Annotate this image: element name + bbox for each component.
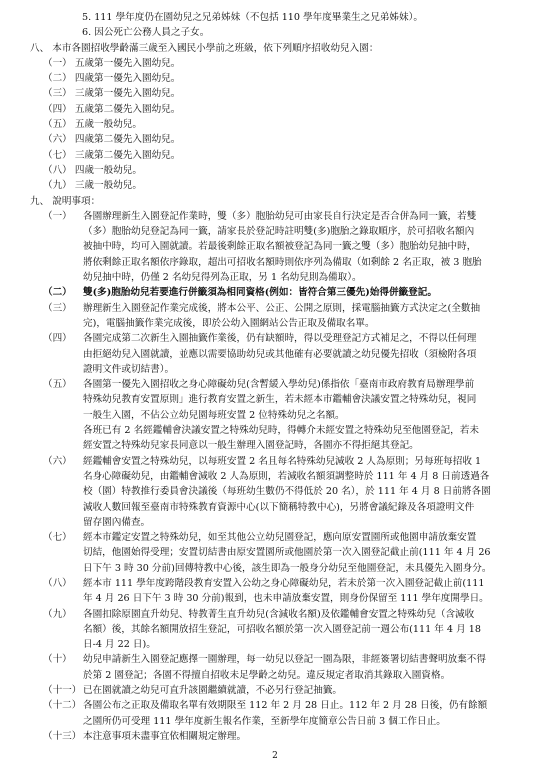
- list-item: （五） 五歲一般幼兒。: [43, 119, 142, 131]
- note-line: 校（園）特教推行委員會決議後（每班幼生數仍不得低於 20 名），於 111 年 4 月 8 日前將各園: [83, 486, 491, 498]
- note-number: （十一）: [43, 685, 82, 697]
- note-line: 完)，電腦抽籤作業完成後，即於公幼入園網站公告正取及備取名單。: [83, 317, 375, 329]
- note-text: [83, 530, 506, 576]
- note-line: 日-4 月 22 日)。: [83, 639, 156, 651]
- note-item: [30, 331, 506, 377]
- note-item: [30, 652, 506, 683]
- note-line: 各園辦理新生入園登記作業時，雙（多）胞胎幼兒可由家長自行決定是否合併為同一籤，若雙: [83, 210, 477, 222]
- note-item: [30, 285, 506, 300]
- note-item: [30, 607, 506, 653]
- note-number: （二）: [43, 287, 72, 299]
- note-line: 各園完成第二次新生入園抽籤作業後，仍有缺額時，得以受理登記方式補足之，不得以任何理: [83, 333, 477, 345]
- note-line: 本注意事項未盡事宜依相關規定辦理。: [83, 730, 247, 742]
- section-heading: 八、 本市各園招收學齡滿三歲至入國民小學前之班級，依下列順序招收幼兒入園：: [30, 42, 379, 54]
- section-heading: 九、 說明事項：: [30, 195, 101, 207]
- list-item: （三） 三歲第一優先入園幼兒。: [43, 88, 181, 100]
- note-text: [83, 285, 506, 300]
- list-item: （七） 三歲第二優先入園幼兒。: [43, 149, 181, 161]
- note-line: 幼兒申請新生入園登記應擇一園辦理，每一幼兒以登記一園為限，非經簽署切結書聲明放棄不得: [83, 654, 486, 666]
- note-line: 經安置之特殊幼兒家長同意以一般生辦理入園登記時，各園亦不得拒絕其登記。: [83, 440, 419, 452]
- note-line: 減收人數回報至臺南市特殊教育資源中心(以下簡稱特教中心)，另將會議紀錄及各項證明文件: [83, 501, 475, 513]
- note-number: （十三）: [43, 730, 82, 742]
- note-item: [30, 209, 506, 285]
- note-line: 經本市鑑定安置之特殊幼兒，如至其他公立幼兒園登記，應向原安置園所或他園申請放棄安置: [83, 532, 477, 544]
- list-item: （八） 四歲一般幼兒。: [43, 164, 142, 176]
- note-item: [30, 683, 506, 698]
- note-line: 由拒絕幼兒入園就讀，並應以需要協助幼兒或其他確有必要就讀之幼兒優先招收（須檢附各項: [83, 348, 477, 360]
- note-line: 辦理新生入園登記作業完成後，將本公平、公正、公開之原則，採電腦抽籤方式決定之(全數抽: [83, 302, 481, 314]
- note-number: （六）: [43, 455, 72, 467]
- page-number: 2: [272, 751, 278, 761]
- list-item: （六） 四歲第二優先入園幼兒。: [43, 134, 181, 146]
- note-text: [83, 377, 506, 453]
- note-line: 經鑑輔會安置之特殊幼兒，以每班安置 2 名且每名特殊幼兒減收 2 人為原則；另每班每招收 1: [83, 455, 482, 467]
- note-text: [83, 607, 506, 653]
- note-text: [83, 683, 506, 698]
- note-line: 特殊幼兒教育安置原則」進行教育安置之新生，若未經本市鑑輔會決議安置之特殊幼兒，視同: [83, 394, 477, 406]
- note-item: [30, 729, 506, 744]
- section-8: [30, 41, 506, 194]
- note-line: 各園扣除原園直升幼兒、特教菁生直升幼兒(含減收名額)及依鑑輔會安置之特殊幼兒（含減收: [83, 608, 475, 620]
- note-text: [83, 652, 506, 683]
- note-item: [30, 576, 506, 607]
- note-line: 一般生入園，不佔公立幼兒園每班安置 2 位特殊幼兒之名額。: [83, 409, 345, 421]
- list-item: （二） 四歲第一優先入園幼兒。: [43, 73, 181, 85]
- list-item: （四） 五歲第二優先入園幼兒。: [43, 103, 181, 115]
- note-item: [30, 698, 506, 729]
- note-number: （十二）: [43, 700, 82, 712]
- list-item: （一） 五歲第一優先入園幼兒。: [43, 57, 181, 69]
- note-line: 切結，他園始得受理；安置切結書由原安置園所或他園於第一次入園登記截止前(111 年 4 月 26: [83, 547, 491, 559]
- note-text: [83, 301, 506, 332]
- note-text: [83, 729, 506, 744]
- note-number: （三）: [43, 302, 72, 314]
- note-number: （八）: [43, 577, 72, 589]
- note-line: 於第 2 園登記；各園不得擅自招收未足學齡之幼兒。違反規定者取消其錄取入園資格。: [83, 669, 451, 681]
- note-line: 名額）後，其餘名額開放招生登記，可招收名額於第一次入園登記前一週公布(111 年 4 月 18: [83, 623, 481, 635]
- note-item: [30, 530, 506, 576]
- note-line: 各園公布之正取及備取名單有效期限至 112 年 2 月 28 日止。112 年 2 月 28 日後，仍有餘額: [83, 700, 488, 712]
- note-item: [30, 377, 506, 453]
- note-line: 名身心障礙幼兒，由鑑輔會減收 2 人為原則，若減收名額須調整時於 111 年 4 月 8 日前透過各: [83, 470, 490, 482]
- note-line: 年 4 月 26 日下午 3 時 30 分前)報到，也未申請放棄安置，則身份保留至 111 學年度開學日。: [83, 593, 489, 605]
- list-item: （九） 三歲一般幼兒。: [43, 180, 142, 192]
- note-text: [83, 454, 506, 530]
- note-line: 經本市 111 學年度跨階段教育安置入公幼之身心障礙幼兒，若未於第一次入園登記截止前(111: [83, 577, 485, 589]
- note-line: 留存園內備查。: [83, 516, 151, 528]
- note-line: 幼兒抽中時，仍僅 2 名幼兒得列為正取，另 1 名幼兒則為備取）。: [83, 272, 362, 284]
- note-line: 日下午 3 時 30 分前)回傳特教中心後，該生即為一般身分幼兒至他園登記，未具優先入園身分。: [83, 562, 492, 574]
- note-number: （一）: [43, 210, 72, 222]
- note-line: 已在園就讀之幼兒可直升該園繼續就讀，不必另行登記抽籤。: [83, 685, 343, 697]
- note-text: [83, 698, 506, 729]
- note-text: [83, 331, 506, 377]
- note-number: （七）: [43, 532, 72, 544]
- note-item: [30, 454, 506, 530]
- note-item: [30, 301, 506, 332]
- note-line: 各班已有 2 名經鑑輔會決議安置之特殊幼兒時，得轉介未經安置之特殊幼兒至他園登記，若未: [83, 425, 479, 437]
- note-number: （十）: [43, 654, 72, 666]
- note-text: [83, 209, 506, 285]
- note-line: 被抽中時，均可入園就讀。若最後剩餘正取名額被登記為同一籤之雙（多）胞胎幼兒抽中時，: [83, 241, 477, 253]
- list-item: 5. 111 學年度仍在園幼兒之兄弟姊妹（不包括 110 學年度畢業生之兄弟姊妹）。: [82, 12, 423, 23]
- note-number: （四）: [43, 333, 72, 345]
- section-9: [30, 194, 506, 745]
- note-line: 各園第一優先入園招收之身心障礙幼兒(含暫緩入學幼兒)係指依「臺南市政府教育局辦理學前: [83, 379, 475, 391]
- note-number: （九）: [43, 608, 72, 620]
- notes-list: [30, 209, 506, 744]
- top-items: [30, 10, 506, 41]
- note-line: 雙(多)胞胎幼兒若要進行併籤須為相同資格(例如：皆符合第三優先)始得併籤登記。: [83, 287, 437, 299]
- list-item: 6. 因公死亡公務人員之子女。: [82, 27, 210, 39]
- note-text: [83, 576, 506, 607]
- note-number: （五）: [43, 379, 72, 391]
- note-line: 之園所仍可受理 111 學年度新生報名作業，至新學年度簡章公告日前 3 個工作日止。: [83, 715, 446, 727]
- note-line: 證明文件或切結書）。: [83, 363, 175, 375]
- note-line: 將依剩餘正取名額依序錄取，超出可招收名額時則依序列為備取（如剩餘 2 名正取，被 3 胞胎: [83, 256, 482, 268]
- note-line: （多）胞胎幼兒登記為同一籤，請家長於登記時註明雙(多)胞胎之錄取順序，於可招收名額內: [83, 226, 475, 238]
